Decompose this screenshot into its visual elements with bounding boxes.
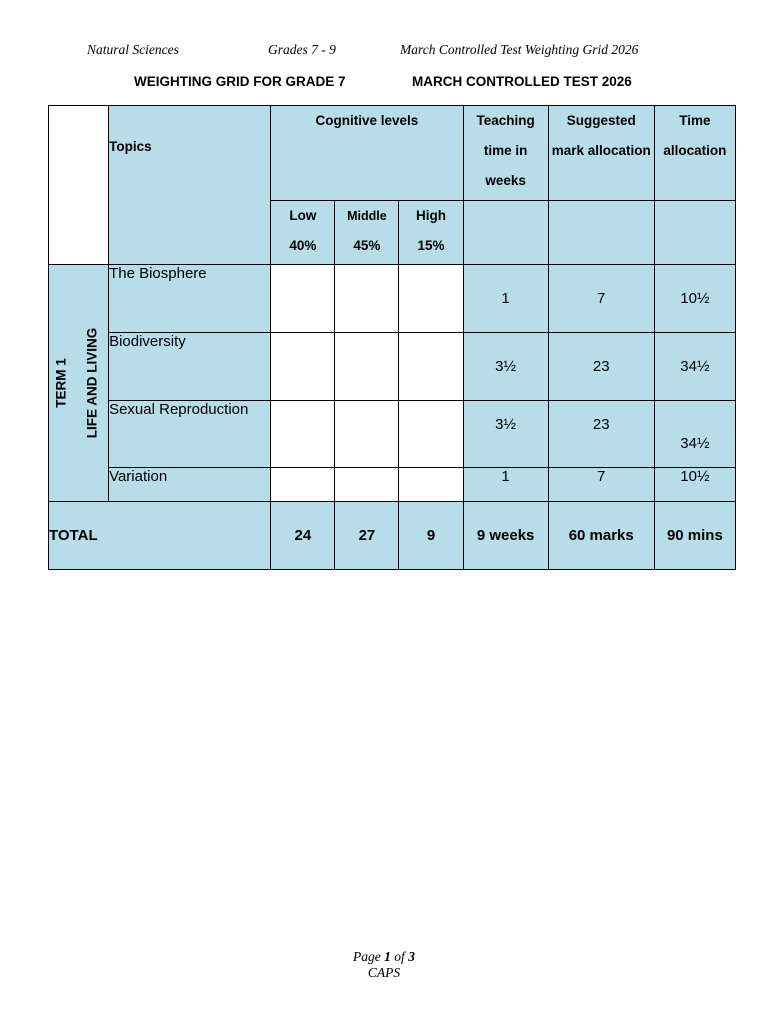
table-row: [49, 401, 736, 468]
footer-caps: CAPS: [367, 965, 401, 980]
level-low: Low 40%: [271, 201, 335, 265]
time-cell: 10½: [654, 265, 735, 333]
topic-cell: Variation: [109, 468, 271, 502]
header-blank-cell: [49, 106, 109, 265]
running-header: [0, 42, 768, 60]
total-middle: 27: [335, 502, 399, 570]
title-left: WEIGHTING GRID FOR GRADE 7: [134, 74, 346, 89]
page-footer: [0, 949, 768, 981]
header-empty-time: [654, 201, 735, 265]
level-middle: Middle 45%: [335, 201, 399, 265]
weeks-cell: 1: [463, 265, 548, 333]
marks-cell: 23: [548, 333, 654, 401]
low-cell: [271, 265, 335, 333]
time-cell: 10½: [654, 468, 735, 502]
low-cell: [271, 333, 335, 401]
table-row: [49, 265, 736, 333]
term-strand-cell: [49, 265, 109, 502]
low-cell: [271, 468, 335, 502]
title-right: MARCH CONTROLLED TEST 2026: [412, 74, 632, 89]
middle-cell: [335, 265, 399, 333]
header-empty-marks: [548, 201, 654, 265]
time-cell: 34½: [654, 333, 735, 401]
header-empty-weeks: [463, 201, 548, 265]
header-subject: Natural Sciences: [87, 42, 179, 57]
page-title: [0, 74, 768, 92]
header-teaching-time: Teaching time in weeks: [463, 106, 548, 201]
header-row: [49, 106, 736, 201]
table-row: [49, 333, 736, 401]
header-topics: Topics: [109, 106, 271, 265]
low-cell: [271, 401, 335, 468]
middle-cell: [335, 468, 399, 502]
high-cell: [399, 401, 463, 468]
total-time: 90 mins: [654, 502, 735, 570]
total-weeks: 9 weeks: [463, 502, 548, 570]
strand-label: LIFE AND LIVING: [84, 327, 100, 439]
weeks-cell: 1: [463, 468, 548, 502]
high-cell: [399, 333, 463, 401]
total-low: 24: [271, 502, 335, 570]
header-suggested-marks: Suggested mark allocation: [548, 106, 654, 201]
marks-cell: 7: [548, 265, 654, 333]
total-label: TOTAL: [49, 502, 271, 570]
weighting-grid-table: [48, 105, 736, 570]
marks-cell: 23: [548, 401, 654, 468]
topic-cell: Sexual Reproduction: [109, 401, 271, 468]
high-cell: [399, 468, 463, 502]
time-cell: 34½: [654, 401, 735, 468]
high-cell: [399, 265, 463, 333]
header-grades: Grades 7 - 9: [268, 42, 336, 57]
total-row: [49, 502, 736, 570]
page-number: Page 1 of 3: [353, 949, 415, 964]
total-marks: 60 marks: [548, 502, 654, 570]
middle-cell: [335, 333, 399, 401]
middle-cell: [335, 401, 399, 468]
header-doc-title: March Controlled Test Weighting Grid 2026: [400, 42, 639, 57]
table-row: [49, 468, 736, 502]
topic-cell: The Biosphere: [109, 265, 271, 333]
total-high: 9: [399, 502, 463, 570]
header-cognitive-levels: Cognitive levels: [271, 106, 463, 201]
marks-cell: 7: [548, 468, 654, 502]
weeks-cell: 3½: [463, 401, 548, 468]
term-label: TERM 1: [53, 358, 69, 408]
topic-cell: Biodiversity: [109, 333, 271, 401]
header-time-allocation: Time allocation: [654, 106, 735, 201]
weeks-cell: 3½: [463, 333, 548, 401]
level-high: High 15%: [399, 201, 463, 265]
